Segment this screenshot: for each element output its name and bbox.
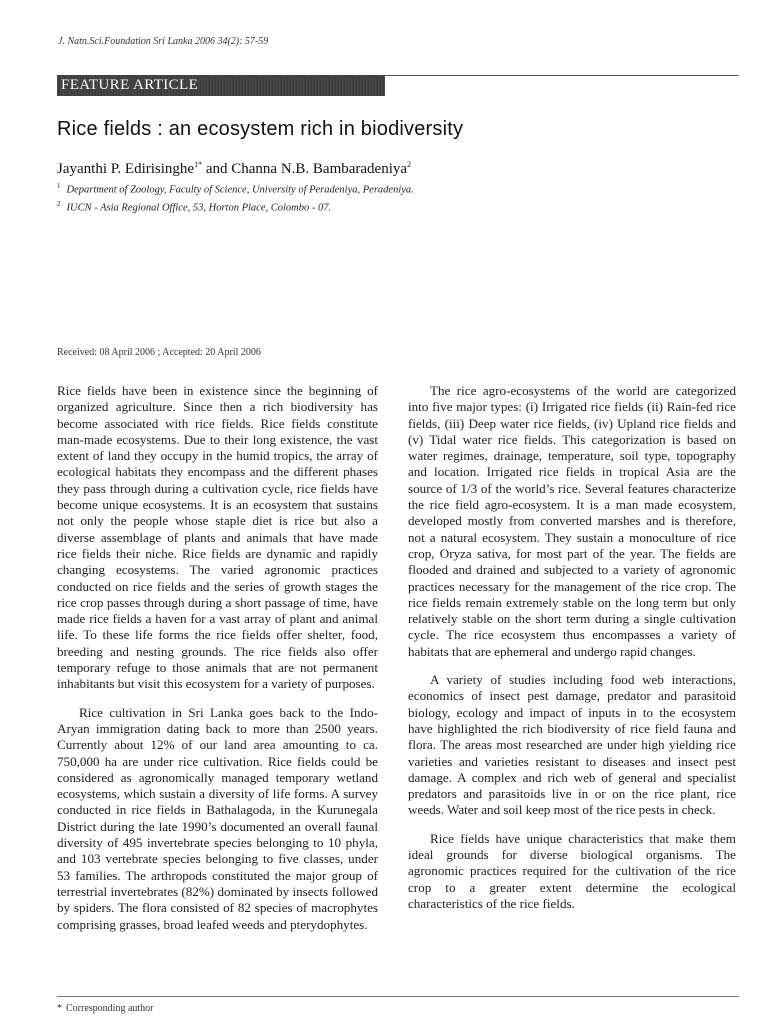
affiliation-2 xyxy=(57,200,331,214)
author-1-marks: 1* xyxy=(194,160,203,169)
footnote-text: Corresponding author xyxy=(66,1003,154,1014)
journal-reference: J. Natn.Sci.Foundation Sri Lanka 2006 34(2): 57-59 xyxy=(58,36,269,47)
affiliation-2-mark: 2 xyxy=(57,200,61,208)
author-1: Jayanthi P. Edirisinghe xyxy=(57,161,195,177)
affiliation-1-mark: 1 xyxy=(57,182,61,190)
paragraph: A variety of studies including food web interactions, economics of insect pest damage, predator and parasitoid biology, ecology and impact of inputs in to the ecosystem have highlighted the rich biodiversity of rice field fauna and flora. The areas most researched are under high yielding rice varieties and varieties resistant to diseases and insect pest damage. A complex and rich web of general and specialist predators and parasitoids live in or on the rice plant, rice weeds. Water and soil keep most of the rice pests in check. xyxy=(408,672,736,818)
paragraph: Rice fields have unique characteristics that make them ideal grounds for diverse biological organisms. The agronomic practices required for the cultivation of the rice crop to a greater extent determine the ecological characteristics of the rice fields. xyxy=(408,830,736,911)
affiliation-1 xyxy=(57,182,414,196)
footnote xyxy=(57,1003,154,1014)
affiliation-1-text: Department of Zoology, Faculty of Science, University of Peradeniya, Peradeniya. xyxy=(66,184,414,196)
affiliation-2-text: IUCN - Asia Regional Office, 53, Horton Place, Colombo - 07. xyxy=(66,202,332,214)
right-column xyxy=(408,383,736,912)
section-banner: FEATURE ARTICLE xyxy=(57,75,385,96)
footnote-rule xyxy=(57,996,739,997)
received-dates: Received: 08 April 2006 ; Accepted: 20 April 2006 xyxy=(57,347,261,358)
paragraph: The rice agro-ecosystems of the world are categorized into five major types: (i) Irrigated rice fields (ii) Rain-fed rice fields, (iii) Deep water rice fields, (iv) Upland rice fields and (v) Tidal water rice fields. This categorization is based on water regimes, drainage, temperature, soil type, topography and location. Irrigated rice fields in tropical Asia are the source of 1/3 of the world’s rice. Several features characterize the rice field agro-ecosystem. It is a man made ecosystem, developed mostly from converted marshes and is therefore, not a natural ecosystem. They sustain a monoculture of rice crop, Oryza sativa, for most part of the year. The fields are flooded and drained and subjected to a variety of agronomic practices necessary for the management of the rice crop. The rice fields remain extremely stable on the long term but only relatively stable on the short term during a single cultivation cycle. The rice ecosystem thus encompasses a variety of habitats that are ephemeral and undergo rapid changes. xyxy=(408,383,736,659)
left-column xyxy=(57,383,378,933)
paragraph: Rice cultivation in Sri Lanka goes back to the Indo-Aryan immigration dating back to more than 2500 years. Currently about 12% of our land area amounting to ca. 750,000 ha are under rice cultivation. Rice fields could be considered as agronomically managed temporary wetland ecosystems, which sustain a diversity of life forms. A survey conducted in rice fields in Bathalagoda, in the Kurunegala District during the late 1990’s documented an overall faunal diversity of 495 invertebrate species belonging to 10 phyla, and 103 vertebrate species belonging to five classes, under 53 families. The arthropods constituted the major group of terrestrial invertebrates (82%) dominated by insects followed by spiders. The flora consisted of 82 species of macrophytes comprising grasses, broad leafed weeds and pterydophytes. xyxy=(57,704,378,932)
footnote-mark: * xyxy=(57,1003,62,1014)
author-2: Channa N.B. Bambaradeniya xyxy=(231,161,408,177)
article-title: Rice fields : an ecosystem rich in biodiversity xyxy=(57,118,464,140)
author-conjunction: and xyxy=(202,161,232,177)
author-2-marks: 2 xyxy=(407,160,412,169)
author-line xyxy=(57,160,411,178)
paragraph: Rice fields have been in existence since the beginning of organized agriculture. Since then a rich biodiversity has become associated with rice fields. Rice fields constitute man-made ecosystems. Due to their long existence, the vast extent of land they occupy in the humid tropics, the array of ecological habitats they encompass and the different phases they pass through during a cultivation cycle, rice fields have become unique ecosystems. It is an ecosystem that sustains not only the people whose staple diet is rice but also a diverse assemblage of plants and animals that have made rice fields their niche. Rice fields are dynamic and rapidly changing ecosystems. The varied agronomic practices conducted on rice fields and the series of growth stages the rice crop passes through during a short passage of time, have made rice fields a haven for a vast array of plant and animal life. To these life forms the rice fields offer shelter, food, breeding and nesting grounds. The rice fields also offer temporary refuge to those animals that are not permanent inhabitants but visit this ecosystem for a variety of purposes. xyxy=(57,383,378,692)
